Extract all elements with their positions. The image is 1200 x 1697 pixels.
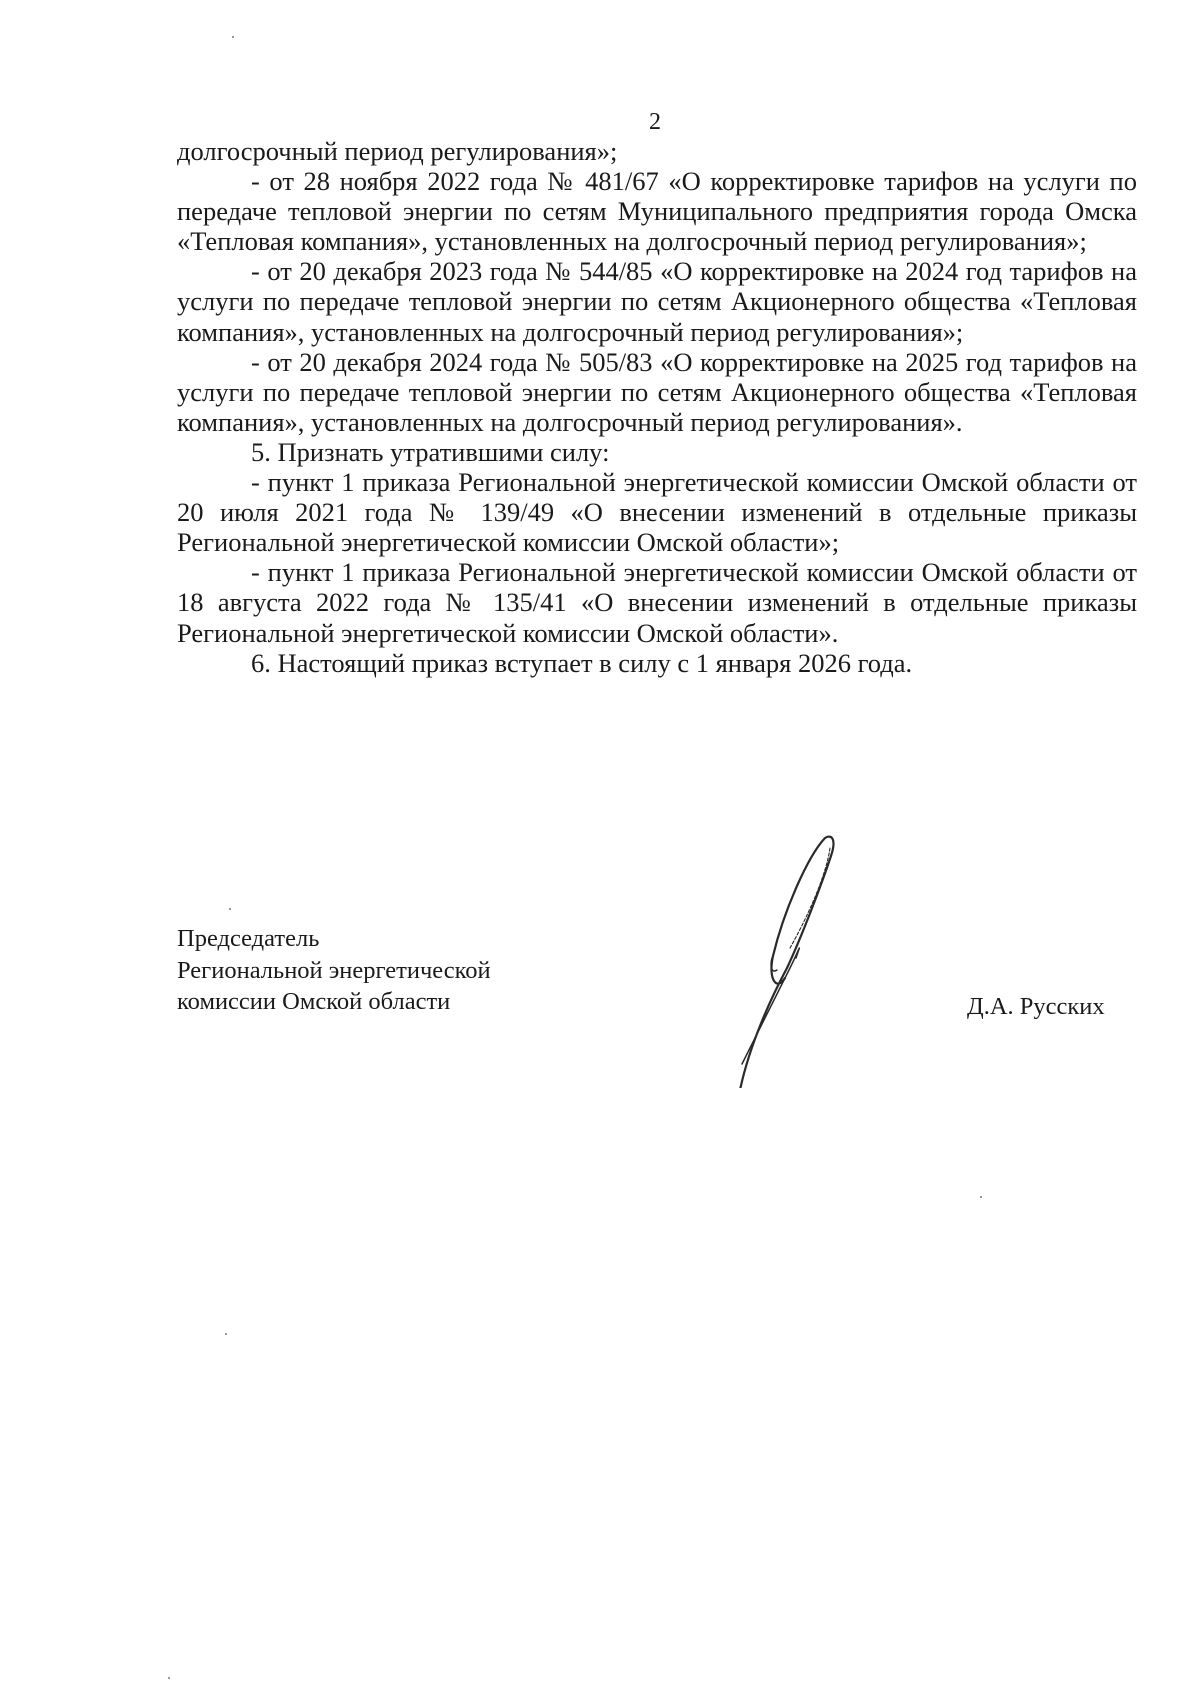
paragraph-item-6: 6. Настоящий приказ вступает в силу с 1 января 2026 года.	[251, 647, 913, 678]
scan-speck	[980, 1196, 982, 1198]
scan-speck	[225, 1333, 227, 1335]
signer-position	[177, 923, 491, 1018]
page-number: 2	[649, 109, 661, 135]
signer-name: Д.А. Русских	[967, 993, 1105, 1020]
paragraph-order-135-41: - пункт 1 приказа Региональной энергетической комиссии Омской области от 18 августа 2022 года № 135/41 «О внесении изменений в отдельные приказы Региональной энергетической комиссии Омской области».	[177, 557, 1137, 648]
paragraph-order-139-49: - пункт 1 приказа Региональной энергетической комиссии Омской области от 20 июля 2021 года № 139/49 «О внесении изменений в отдельные приказы Региональной энергетической комиссии Омской области»;	[177, 467, 1137, 558]
scan-speck	[229, 908, 231, 910]
paragraph-continuation: долгосрочный период регулирования»;	[177, 136, 618, 166]
signer-position-line-3: комиссии Омской области	[177, 988, 451, 1015]
scan-speck	[168, 1677, 170, 1679]
paragraph-order-481-67: - от 28 ноября 2022 года № 481/67 «О корректировке тарифов на услуги по передаче тепловой энергии по сетям Муниципального предприятия города Омска «Тепловая компания», установленных на долгосрочный период регулирования»;	[177, 166, 1137, 257]
paragraph-order-544-85: - от 20 декабря 2023 года № 544/85 «О корректировке на 2024 год тарифов на услуги по передаче тепловой энергии по сетям Акционерного общества «Тепловая компания», установленных на долгосрочный период регулирования»;	[177, 256, 1137, 347]
handwritten-signature-icon	[730, 828, 860, 1093]
scan-speck	[232, 36, 234, 38]
paragraph-order-505-83: - от 20 декабря 2024 года № 505/83 «О корректировке на 2025 год тарифов на услуги по передаче тепловой энергии по сетям Акционерного общества «Тепловая компания», установленных на долгосрочный период регулирования».	[177, 346, 1137, 437]
document-body	[177, 136, 1137, 678]
paragraph-item-5: 5. Признать утратившими силу:	[251, 436, 610, 467]
signer-position-line-1: Председатель	[177, 925, 320, 952]
signer-position-line-2: Региональной энергетической	[177, 956, 491, 984]
